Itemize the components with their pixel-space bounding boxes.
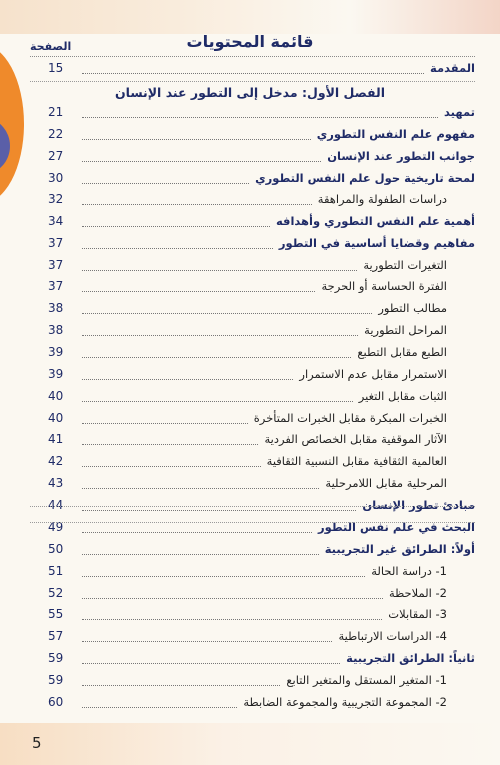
toc-entry[interactable]	[30, 279, 475, 297]
leader-dots	[82, 598, 383, 599]
toc-entry-page: 38	[48, 301, 64, 315]
toc-entry[interactable]	[30, 651, 475, 669]
toc-entry[interactable]	[30, 411, 475, 429]
toc-entry-title: الاستمرار مقابل عدم الاستمرار	[299, 367, 447, 381]
toc-entry-title: 1- المتغير المستقل والمتغير التابع	[286, 673, 447, 687]
toc-entry[interactable]	[30, 586, 475, 604]
toc-entry-page: 49	[48, 520, 64, 534]
toc-entry-page: 30	[48, 171, 64, 185]
toc-entry-title: الفترة الحساسة أو الحرجة	[321, 279, 447, 293]
toc-entry-page: 50	[48, 542, 64, 556]
leader-dots	[82, 139, 311, 140]
toc-entry-title: 2- الملاحظة	[388, 586, 447, 600]
toc-entry-page: 37	[48, 258, 64, 272]
toc-entry-page: 15	[48, 61, 64, 75]
section-divider	[30, 506, 475, 507]
toc-entry[interactable]	[30, 171, 475, 189]
toc-entry-page: 21	[48, 105, 64, 119]
toc-entry[interactable]	[30, 192, 475, 210]
toc-entry[interactable]	[30, 454, 475, 472]
leader-dots	[82, 204, 312, 205]
leader-dots	[82, 183, 249, 184]
toc-entry-title: 1- دراسة الحالة	[371, 564, 447, 578]
toc-entry-page: 59	[48, 651, 64, 665]
toc-entry-page: 40	[48, 411, 64, 425]
leader-dots	[82, 161, 321, 162]
toc-entry-title: المراحل التطورية	[364, 323, 447, 337]
toc-entry-title: الثبات مقابل التغير	[358, 389, 447, 403]
toc-entry[interactable]	[30, 476, 475, 494]
leader-dots	[82, 401, 353, 402]
toc-entry[interactable]	[30, 542, 475, 560]
toc-entry-page: 27	[48, 149, 64, 163]
leader-dots	[82, 423, 248, 424]
toc-entry-page: 40	[48, 389, 64, 403]
toc-entry-page: 55	[48, 607, 64, 621]
toc-entry-page: 39	[48, 367, 64, 381]
chapter-heading: الفصل الأول: مدخل إلى التطور عند الإنسان	[114, 85, 386, 100]
toc-entry[interactable]	[30, 389, 475, 407]
toc-entry[interactable]	[30, 127, 475, 145]
toc-entry-title: مفهوم علم النفس التطوري	[316, 127, 475, 141]
leader-dots	[82, 554, 319, 555]
leader-dots	[82, 444, 258, 445]
toc-entry-title: 3- المقابلات	[388, 607, 447, 621]
toc-entry[interactable]	[30, 498, 475, 516]
toc-entry-page: 37	[48, 279, 64, 293]
toc-entry-title: تمهيد	[444, 105, 475, 119]
toc-entry-page: 57	[48, 629, 64, 643]
toc-entry[interactable]	[30, 258, 475, 276]
toc-entry[interactable]	[30, 323, 475, 341]
toc-entry-title: التغيرات التطورية	[363, 258, 447, 272]
toc-entry-title: الطبع مقابل التطبع	[357, 345, 447, 359]
toc-entry-title: مطالب التطور	[378, 301, 447, 315]
page-number: 5	[32, 734, 42, 752]
toc-entry-title: المقدمة	[430, 61, 475, 75]
leader-dots	[82, 488, 319, 489]
leader-dots	[82, 532, 312, 533]
toc-entry-title: مبادئ تطور الإنسان	[362, 498, 475, 512]
toc-entry-page: 44	[48, 498, 64, 512]
toc-entry[interactable]	[30, 629, 475, 647]
toc-entry[interactable]	[30, 673, 475, 691]
toc-entry-title: العالمية الثقافية مقابل النسبية الثقافية	[266, 454, 447, 468]
toc-entry-title: الخبرات المبكرة مقابل الخبرات المتأخرة	[253, 411, 447, 425]
toc-entry-title: الآثار الموقفية مقابل الخصائص الفردية	[264, 432, 447, 446]
leader-dots	[82, 510, 356, 511]
toc-entry-title: المرحلية مقابل اللامرحلية	[325, 476, 447, 490]
page-column-label: الصفحة	[30, 40, 72, 53]
toc-entry-page: 59	[48, 673, 64, 687]
toc-entry-title: مفاهيم وقضايا أساسية في التطور	[278, 236, 475, 250]
toc-entry[interactable]	[30, 149, 475, 167]
leader-dots	[82, 117, 438, 118]
toc-entry-title: البحث في علم نفس التطور	[317, 520, 475, 534]
toc-entry[interactable]	[30, 236, 475, 254]
leader-dots	[82, 576, 365, 577]
toc-entry-title: أولاً: الطرائق غير التجريبية	[324, 542, 475, 556]
leader-dots	[82, 619, 382, 620]
leader-dots	[82, 663, 340, 664]
leader-dots	[82, 685, 280, 686]
toc-entry[interactable]	[30, 301, 475, 319]
toc-entry[interactable]	[30, 607, 475, 625]
toc-entry-title: جوانب التطور عند الإنسان	[327, 149, 475, 163]
toc-entry-title: دراسات الطفولة والمراهقة	[317, 192, 447, 206]
toc-entry-title: 4- الدراسات الارتباطية	[338, 629, 447, 643]
toc-entry-page: 34	[48, 214, 64, 228]
leader-dots	[82, 73, 424, 74]
leader-dots	[82, 291, 315, 292]
toc-entry-title: أهمية علم النفس التطوري وأهدافه	[275, 214, 475, 228]
toc-entry-title: ثانياً: الطرائق التجريبية	[346, 651, 475, 665]
leader-dots	[82, 313, 372, 314]
leader-dots	[82, 248, 273, 249]
leader-dots	[82, 335, 358, 336]
leader-dots	[82, 270, 357, 271]
toc-entry[interactable]	[30, 214, 475, 232]
toc-entry-page: 42	[48, 454, 64, 468]
leader-dots	[82, 379, 293, 380]
toc-entry-page: 43	[48, 476, 64, 490]
toc-entry[interactable]	[30, 105, 475, 123]
toc-entry-page: 41	[48, 432, 64, 446]
section-divider	[30, 81, 475, 82]
toc-entry[interactable]	[30, 564, 475, 582]
page-title: قائمة المحتويات	[186, 32, 314, 51]
leader-dots	[82, 707, 237, 708]
leader-dots	[82, 641, 332, 642]
toc-entry[interactable]	[30, 367, 475, 385]
toc-entry-page: 38	[48, 323, 64, 337]
leader-dots	[82, 357, 351, 358]
toc-entry[interactable]	[30, 61, 475, 79]
toc-entry-page: 51	[48, 564, 64, 578]
toc-entry-page: 52	[48, 586, 64, 600]
toc-entry-title: لمحة تاريخية حول علم النفس التطوري	[255, 171, 475, 185]
toc-entry[interactable]	[30, 345, 475, 363]
leader-dots	[82, 226, 270, 227]
section-divider	[30, 522, 475, 523]
toc-entry-page: 60	[48, 695, 64, 709]
toc-entry-title: 2- المجموعة التجريبية والمجموعة الضابطة	[243, 695, 447, 709]
toc-entry-page: 22	[48, 127, 64, 141]
toc-entry[interactable]	[30, 432, 475, 450]
toc-entry-page: 37	[48, 236, 64, 250]
toc-entry-page: 39	[48, 345, 64, 359]
toc-entry[interactable]	[30, 695, 475, 713]
leader-dots	[82, 466, 261, 467]
toc-entry-page: 32	[48, 192, 64, 206]
